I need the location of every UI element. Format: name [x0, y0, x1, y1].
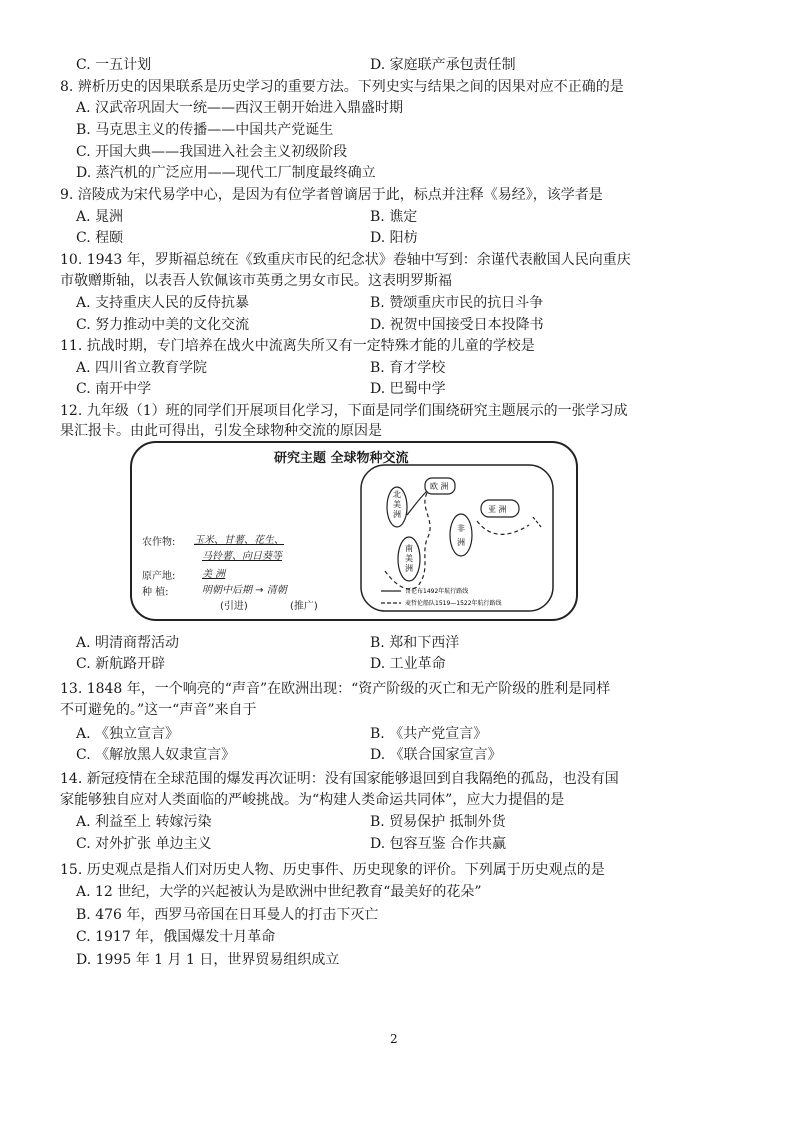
q15-option-d: D. 1995 年 1 月 1 日，世界贸易组织成立	[76, 952, 340, 968]
intro-note: (引进)	[220, 601, 248, 612]
q10-option-c: C. 努力推动中美的文化交流	[76, 317, 250, 333]
q10-option-a: A. 支持重庆人民的反侍抗暴	[76, 295, 250, 311]
q10-stem-line1: 10. 1943 年，罗斯福总统在《致重庆市民的纪念状》卷轴中写到：余谨代表敝国人民向重庆	[60, 252, 631, 268]
q8-option-b: B. 马克思主义的传播——中国共产党诞生	[76, 122, 334, 138]
page-number: 2	[390, 1032, 398, 1046]
crops-label: 农作物:	[142, 537, 176, 548]
origin-label: 原产地:	[142, 571, 176, 582]
crops-line1: 玉米、甘薯、花生、	[194, 535, 284, 546]
north-america-label-1: 北	[393, 490, 401, 499]
q10-option-d: D. 祝贺中国接受日本投降书	[370, 317, 544, 333]
spread-note: (推广)	[290, 601, 318, 612]
q15-option-b: B. 476 年，西罗马帝国在日耳曼人的打击下灭亡	[76, 907, 379, 923]
q14-option-d: D. 包容互鉴 合作共赢	[370, 836, 507, 852]
q14-option-a: A. 利益至上 转嫁污染	[76, 814, 212, 830]
q10-stem-line2: 市敬赠斯轴，以表吾人钦佩该市英勇之男女市民。这表明罗斯福	[60, 273, 452, 289]
north-america-label-3: 洲	[393, 510, 401, 519]
crops-line2: 马铃薯、向日葵等	[202, 551, 282, 562]
south-america-label-2: 美	[405, 554, 413, 563]
q11-option-a: A. 四川省立教育学院	[76, 360, 208, 376]
q11-option-c: C. 南开中学	[76, 381, 152, 397]
q12-option-c: C. 新航路开辟	[76, 656, 166, 672]
q9-option-c: C. 程颐	[76, 230, 124, 246]
q15-option-c: C. 1917 年，俄国爆发十月革命	[76, 929, 276, 945]
legend-columbus: 哥伦布1492年航行路线	[405, 588, 469, 595]
plant-value: 明朝中后期 → 清朝	[202, 585, 287, 596]
north-america-label-2: 美	[393, 500, 401, 509]
q12-option-a: A. 明清商帮活动	[76, 635, 180, 651]
africa-shape	[450, 514, 472, 556]
south-america-label-1: 南	[405, 544, 413, 553]
legend-magellan: 麦哲伦船队1519—1522年航行路线	[405, 600, 502, 607]
card-title: 研究主题 全球物种交流	[274, 451, 409, 466]
voyage-route-map	[357, 459, 557, 619]
q9-option-b: B. 谯定	[370, 209, 418, 225]
q14-option-c: C. 对外扩张 单边主义	[76, 836, 212, 852]
south-america-label-3: 洲	[405, 564, 413, 573]
q11-option-d: D. 巴蜀中学	[370, 381, 446, 397]
q10-option-b: B. 赞颂重庆市民的抗日斗争	[370, 295, 544, 311]
q14-stem-line2: 家能够独自应对人类面临的严峻挑战。为“构建人类命运共同体”，应大力提倡的是	[60, 792, 565, 808]
q12-stem-line1: 12. 九年级（1）班的同学们开展项目化学习，下面是同学们围绕研究主题展示的一张学习成	[60, 403, 628, 419]
q11-stem: 11. 抗战时期，专门培养在战火中流离失所又有一定特殊才能的儿童的学校是	[60, 338, 535, 354]
q7-option-d: D. 家庭联产承包责任制	[370, 57, 516, 73]
q7-option-c: C. 一五计划	[76, 57, 152, 73]
q12-stem-line2: 果汇报卡。由此可得出，引发全球物种交流的原因是	[60, 423, 382, 439]
q11-option-b: B. 育才学校	[370, 360, 446, 376]
africa-label-1: 非	[457, 524, 465, 533]
q8-option-a: A. 汉武帝巩固大一统——西汉王朝开始进入鼎盛时期	[76, 100, 404, 116]
africa-label-2: 洲	[457, 538, 465, 547]
q15-stem: 15. 历史观点是指人们对历史人物、历史事件、历史现象的评价。下列属于历史观点的是	[60, 862, 605, 878]
magellan-route-asia	[533, 517, 541, 527]
q13-stem-line2: 不可避免的。”这一“声音”来自于	[60, 702, 257, 718]
q9-option-d: D. 阳枋	[370, 230, 418, 246]
q15-option-a: A. 12 世纪，大学的兴起被认为是欧洲中世纪教育“最美好的花朵”	[76, 884, 482, 900]
q8-stem: 8. 辨析历史的因果联系是历史学习的重要方法。下列史实与结果之间的因果对应不正确的是	[60, 79, 624, 95]
columbus-route	[407, 491, 427, 515]
q13-option-d: D. 《联合国家宣言》	[370, 747, 502, 763]
q14-stem-line1: 14. 新冠疫情在全球范围的爆发再次证明：没有国家能够退回到自我隔绝的孤岛，也没有国	[60, 771, 619, 787]
europe-label: 欧 洲	[430, 482, 449, 491]
plant-label: 种 植:	[142, 587, 169, 598]
q8-option-c: C. 开国大典——我国进入社会主义初级阶段	[76, 144, 348, 160]
q14-option-b: B. 贸易保护 抵制外货	[370, 814, 506, 830]
q13-option-a: A. 《独立宣言》	[76, 726, 180, 742]
q13-option-b: B. 《共产党宣言》	[370, 726, 488, 742]
q9-option-a: A. 晁洲	[76, 209, 124, 225]
q12-option-b: B. 郑和下西洋	[370, 635, 460, 651]
research-card	[130, 441, 578, 621]
origin-value: 美 洲	[202, 569, 226, 580]
q13-option-c: C. 《解放黑人奴隶宣言》	[76, 747, 236, 763]
q13-stem-line1: 13. 1848 年，一个响亮的“声音”在欧洲出现：“资产阶级的灭亡和无产阶级的胜利是同样	[60, 681, 611, 697]
q12-option-d: D. 工业革命	[370, 656, 446, 672]
asia-label: 亚 洲	[488, 505, 507, 514]
q8-option-d: D. 蒸汽机的广泛应用——现代工厂制度最终确立	[76, 165, 376, 181]
magellan-route-east	[477, 521, 529, 534]
q9-stem: 9. 涪陵成为宋代易学中心，是因为有位学者曾谪居于此，标点并注释《易经》，该学者是	[60, 187, 603, 203]
